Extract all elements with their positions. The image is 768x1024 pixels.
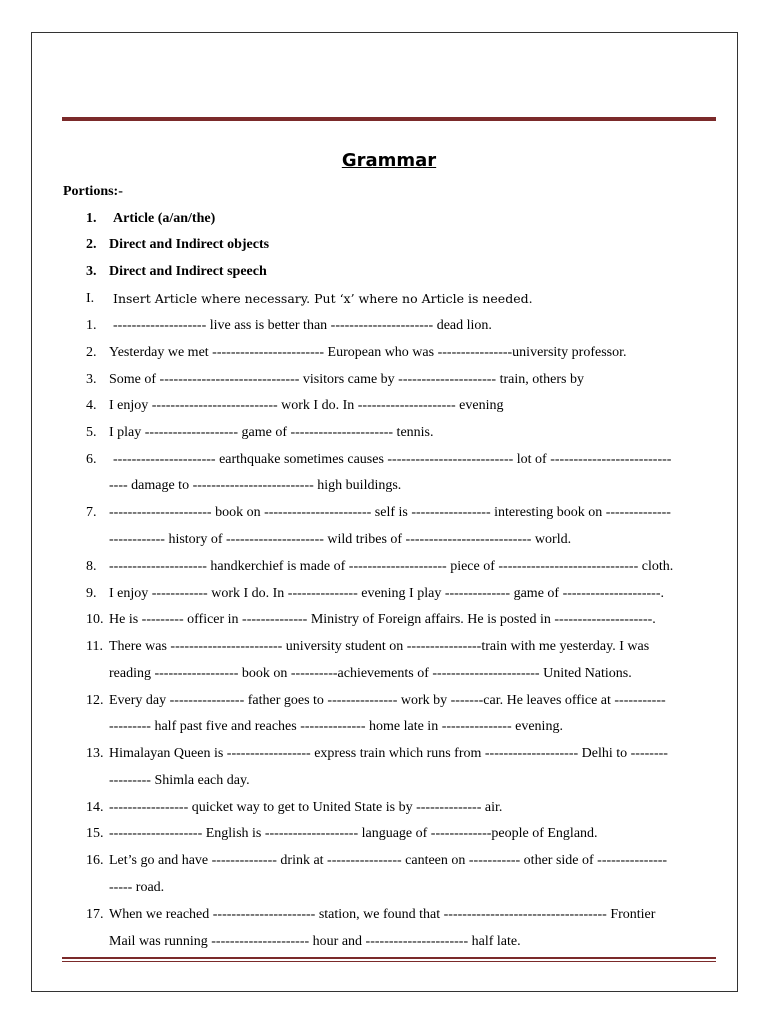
exercise-line: ----- road. [109, 880, 165, 895]
exercise-line: -------------------- live ass is better than ---------------------- dead lion. [113, 318, 492, 333]
exercise-line: --------------------- handkerchief is made of --------------------- piece of ------------------------------ cloth. [109, 559, 674, 574]
exercise-number: 17. [86, 907, 104, 922]
exercise-number: 13. [86, 746, 104, 761]
exercise-line: I enjoy ------------ work I do. In --------------- evening I play -------------- game of ---------------------. [109, 586, 664, 601]
exercise-line: Let’s go and have -------------- drink at ---------------- canteen on ----------- other side of --------------- [109, 853, 668, 868]
exercise-line: Mail was running --------------------- hour and ---------------------- half late. [109, 934, 521, 949]
portions-label: Portions:- [63, 184, 123, 199]
exercise-line: ---------------------- book on ----------------------- self is ----------------- interesting book on -------------- [109, 505, 671, 520]
exercise-line: He is --------- officer in -------------- Ministry of Foreign affairs. He is posted in ---------------------. [109, 612, 656, 627]
exercise-line: reading ------------------ book on ----------achievements of ----------------------- United Nations. [109, 666, 632, 681]
exercise-number: 10. [86, 612, 104, 627]
exercise-number: 3. [86, 372, 97, 387]
exercise-number: 4. [86, 398, 97, 413]
exercise-number: 14. [86, 800, 104, 815]
exercise-number: 7. [86, 505, 97, 520]
exercise-number: 16. [86, 853, 104, 868]
page-title: Grammar [341, 150, 437, 171]
exercise-number: 15. [86, 826, 104, 841]
header-rule [62, 117, 716, 121]
exercise-number: 5. [86, 425, 97, 440]
portion-number: 1. [86, 211, 97, 226]
exercise-line: When we reached ---------------------- station, we found that ----------------------------------- Frontier [109, 907, 656, 922]
exercise-line: -------------------- English is -------------------- language of -------------people of England. [109, 826, 598, 841]
exercise-line: --------- half past five and reaches -------------- home late in --------------- evening. [109, 719, 563, 734]
exercise-line: I enjoy --------------------------- work I do. In --------------------- evening [109, 398, 504, 413]
portion-number: 3. [86, 264, 97, 279]
exercise-number: 9. [86, 586, 97, 601]
exercise-number: 11. [86, 639, 103, 654]
exercise-line: ----------------- quicket way to get to United State is by -------------- air. [109, 800, 503, 815]
exercise-line: --------- Shimla each day. [109, 773, 250, 788]
exercise-number: 1. [86, 318, 97, 333]
exercise-number: 12. [86, 693, 104, 708]
exercise-number: 6. [86, 452, 97, 467]
exercise-line: Some of ------------------------------ visitors came by --------------------- train, others by [109, 372, 584, 387]
section-instruction: Insert Article where necessary. Put ‘x’ where no Article is needed. [113, 291, 533, 306]
exercise-line: I play -------------------- game of ---------------------- tennis. [109, 425, 434, 440]
exercise-line: Every day ---------------- father goes to --------------- work by -------car. He leaves office at ----------- [109, 693, 666, 708]
exercise-number: 2. [86, 345, 97, 360]
exercise-line: ---------------------- earthquake sometimes causes --------------------------- lot of -------------------------- [113, 452, 672, 467]
section-number: I. [86, 291, 95, 306]
portion-item: Direct and Indirect speech [109, 264, 267, 279]
exercise-line: There was ------------------------ university student on ----------------train with me yesterday. I was [109, 639, 650, 654]
exercise-line: ---- damage to -------------------------- high buildings. [109, 478, 402, 493]
exercise-number: 8. [86, 559, 97, 574]
portion-item: Article (a/an/the) [113, 211, 216, 226]
footer-rule [62, 957, 716, 959]
portion-number: 2. [86, 237, 97, 252]
footer-rule-thin [62, 961, 716, 962]
exercise-line: Yesterday we met ------------------------ European who was ----------------university professor. [109, 345, 627, 360]
exercise-line: ------------ history of --------------------- wild tribes of --------------------------- world. [109, 532, 572, 547]
portion-item: Direct and Indirect objects [109, 237, 270, 252]
exercise-line: Himalayan Queen is ------------------ express train which runs from -------------------- Delhi to -------- [109, 746, 668, 761]
